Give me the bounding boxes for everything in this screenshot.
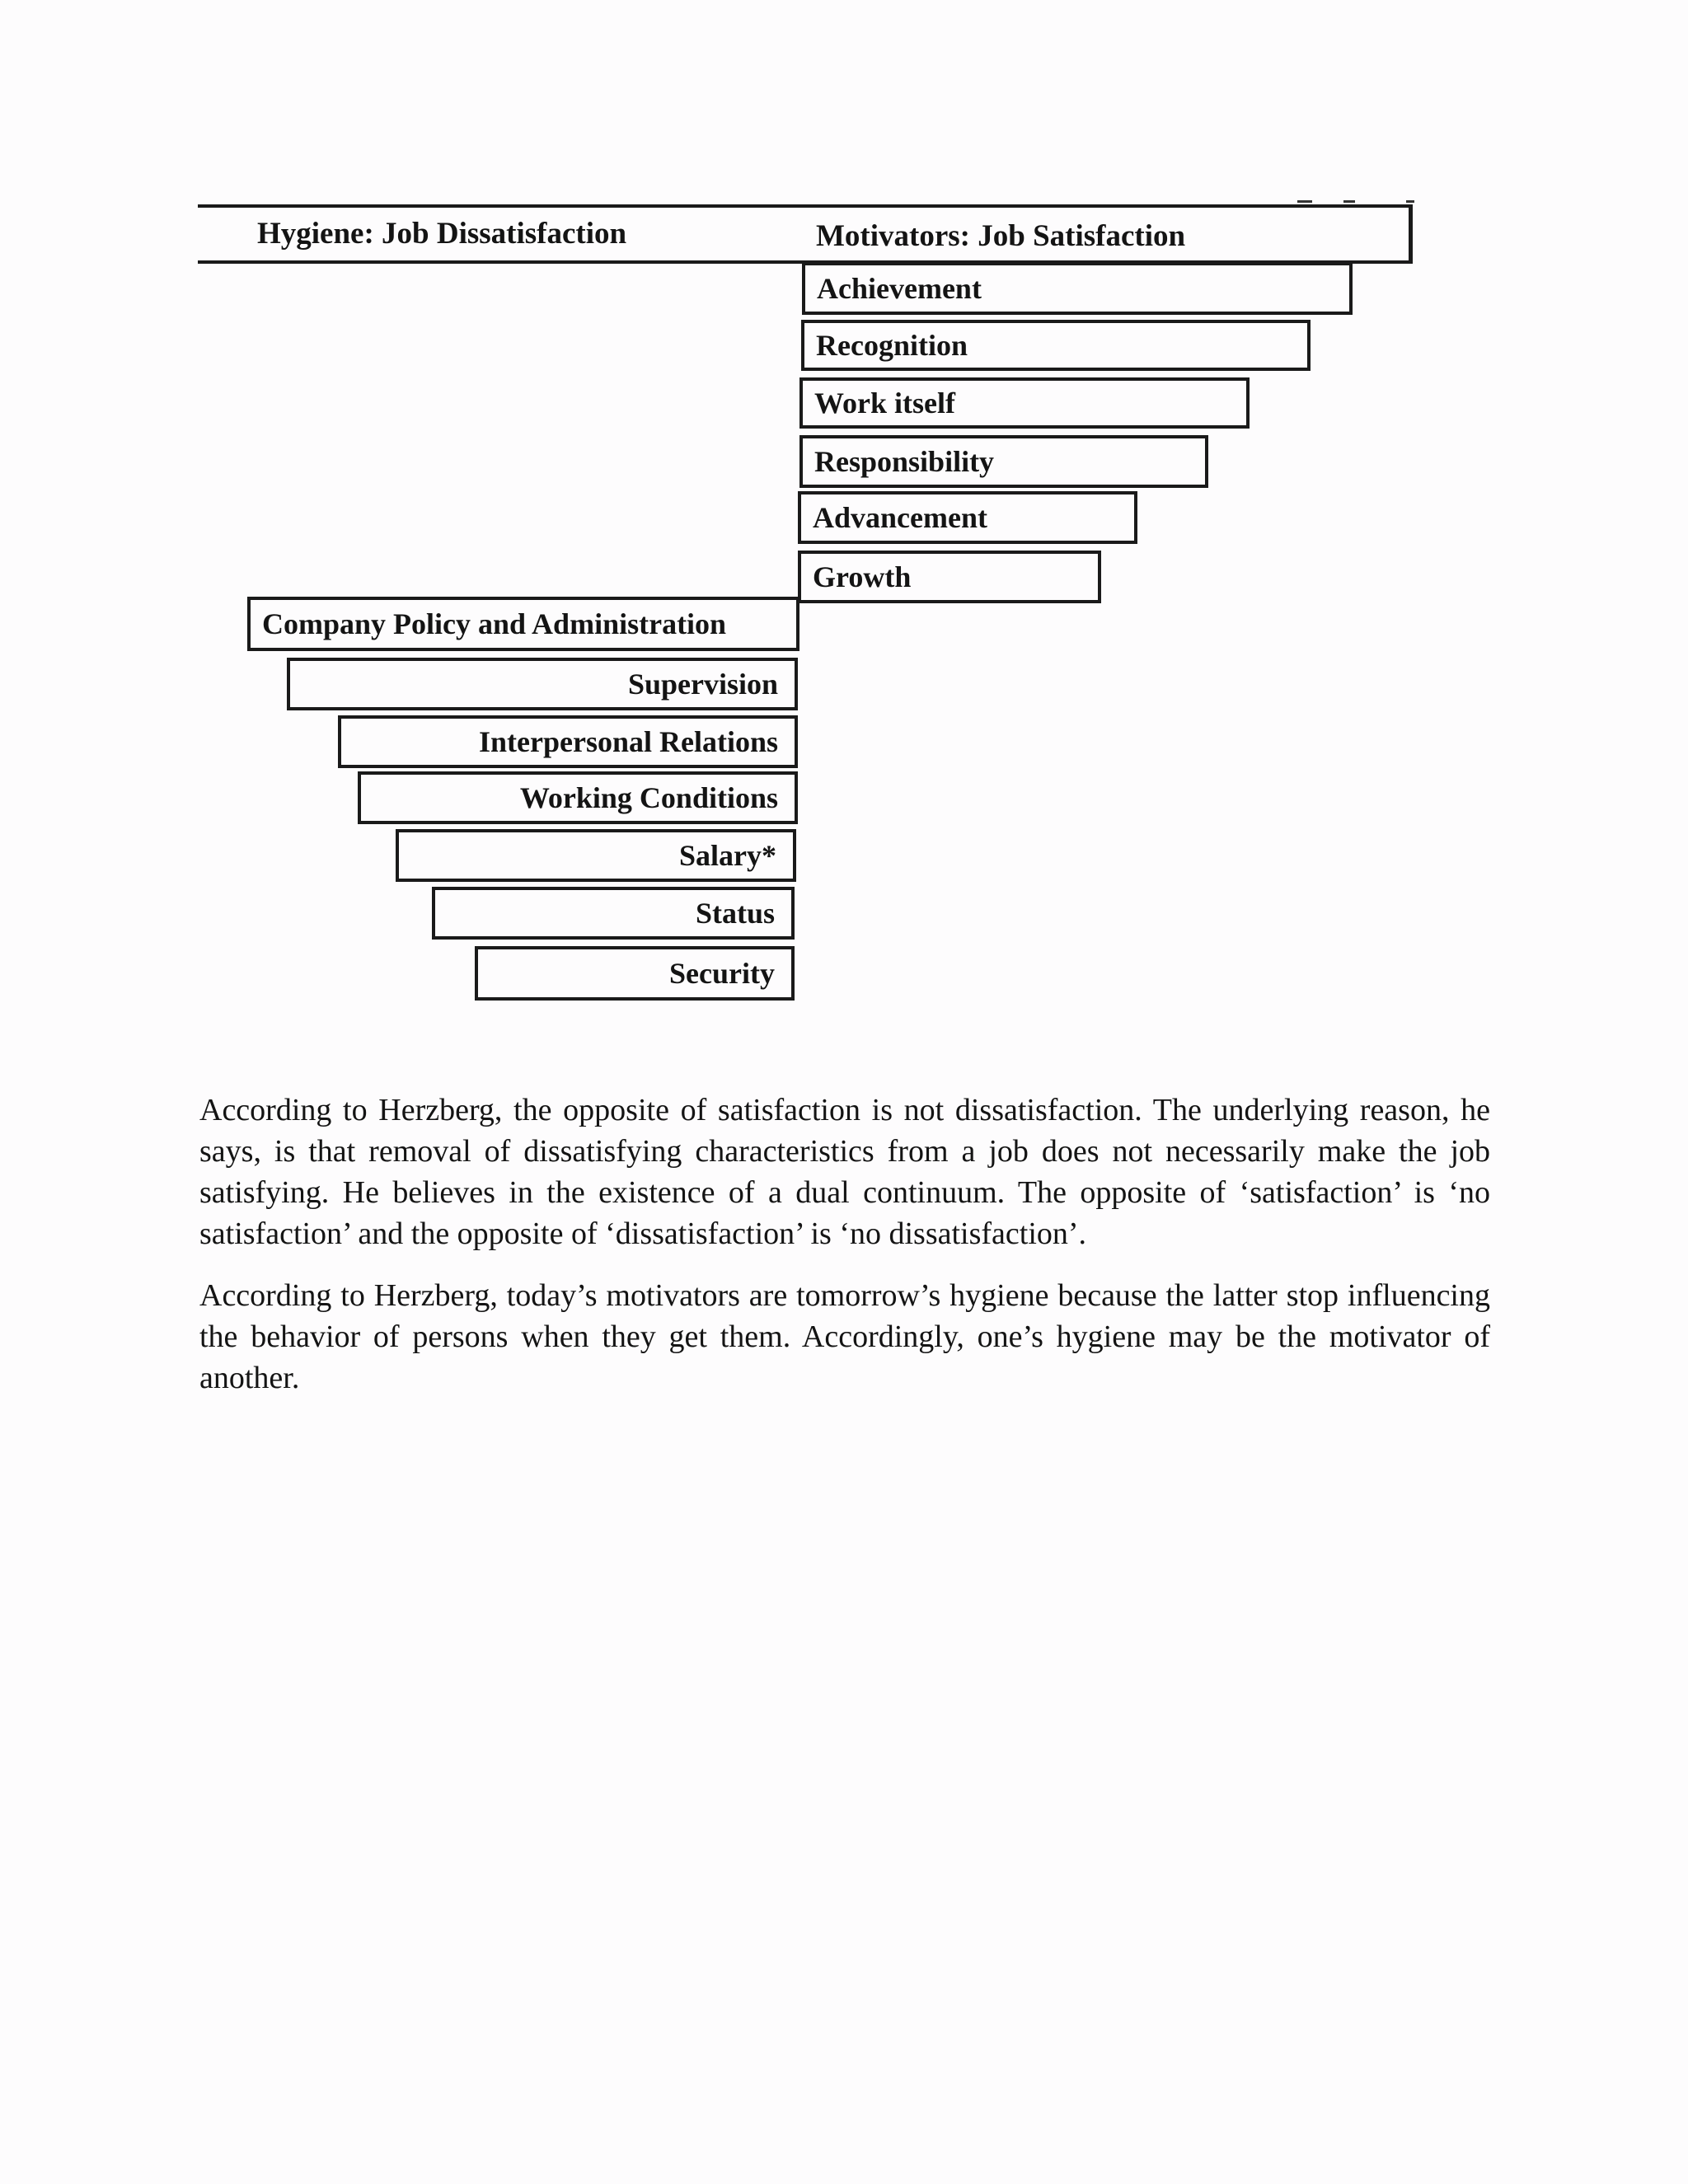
motivator-box-growth bbox=[798, 551, 1101, 603]
hygiene-box-working-conditions bbox=[358, 771, 798, 824]
hygiene-label: Security bbox=[669, 957, 775, 990]
hygiene-box-company-policy bbox=[247, 597, 799, 651]
hygiene-label: Supervision bbox=[627, 668, 778, 701]
motivator-label: Recognition bbox=[816, 329, 968, 362]
hygiene-box-interpersonal-relations bbox=[338, 715, 798, 768]
motivator-label: Achievement bbox=[817, 272, 982, 305]
hygiene-label: Company Policy and Administration bbox=[262, 607, 727, 640]
hygiene-box-status bbox=[432, 887, 795, 940]
hygiene-box-salary bbox=[396, 829, 796, 882]
body-paragraph-2: According to Herzberg, today’s motivators are tomorrow’s hygiene because the latter stop influencing the behavior of persons when they get them. Accordingly, one’s hygiene may be the motivator of another. bbox=[199, 1278, 1490, 1395]
hygiene-label: Status bbox=[695, 897, 775, 930]
scan-mark bbox=[1406, 200, 1414, 203]
herzberg-two-factor-diagram bbox=[0, 0, 1688, 1022]
motivator-box-advancement bbox=[798, 491, 1137, 544]
hygiene-box-supervision bbox=[287, 658, 798, 710]
motivator-box-work-itself bbox=[799, 377, 1250, 429]
motivator-label: Growth bbox=[813, 560, 912, 593]
hygiene-label: Interpersonal Relations bbox=[479, 725, 778, 758]
hygiene-box-security bbox=[475, 946, 795, 1001]
hygiene-label: Working Conditions bbox=[519, 781, 778, 814]
motivator-box-responsibility bbox=[799, 435, 1208, 488]
motivator-box-recognition bbox=[801, 320, 1311, 371]
body-paragraph-1: According to Herzberg, the opposite of satisfaction is not dissatisfaction. The underlying reason, he says, is that removal of dissatisfying characteristics from a job does not necessarily make the job satisfying. He believes in the existence of a dual continuum. The opposite of ‘satisfaction’ is ‘no satisfaction’ and the opposite of ‘dissatisfaction’ is ‘no dissatisfaction’. bbox=[199, 1093, 1490, 1251]
scan-mark bbox=[1343, 200, 1355, 203]
scan-mark bbox=[1297, 200, 1312, 203]
motivator-label: Advancement bbox=[813, 501, 987, 534]
motivator-label: Work itself bbox=[814, 387, 955, 419]
motivator-box-achievement bbox=[802, 262, 1353, 315]
hygiene-label: Salary* bbox=[678, 839, 776, 872]
hygiene-header: Hygiene: Job Dissatisfaction bbox=[257, 217, 627, 251]
motivator-label: Responsibility bbox=[814, 445, 995, 478]
motivators-header: Motivators: Job Satisfaction bbox=[816, 219, 1186, 253]
